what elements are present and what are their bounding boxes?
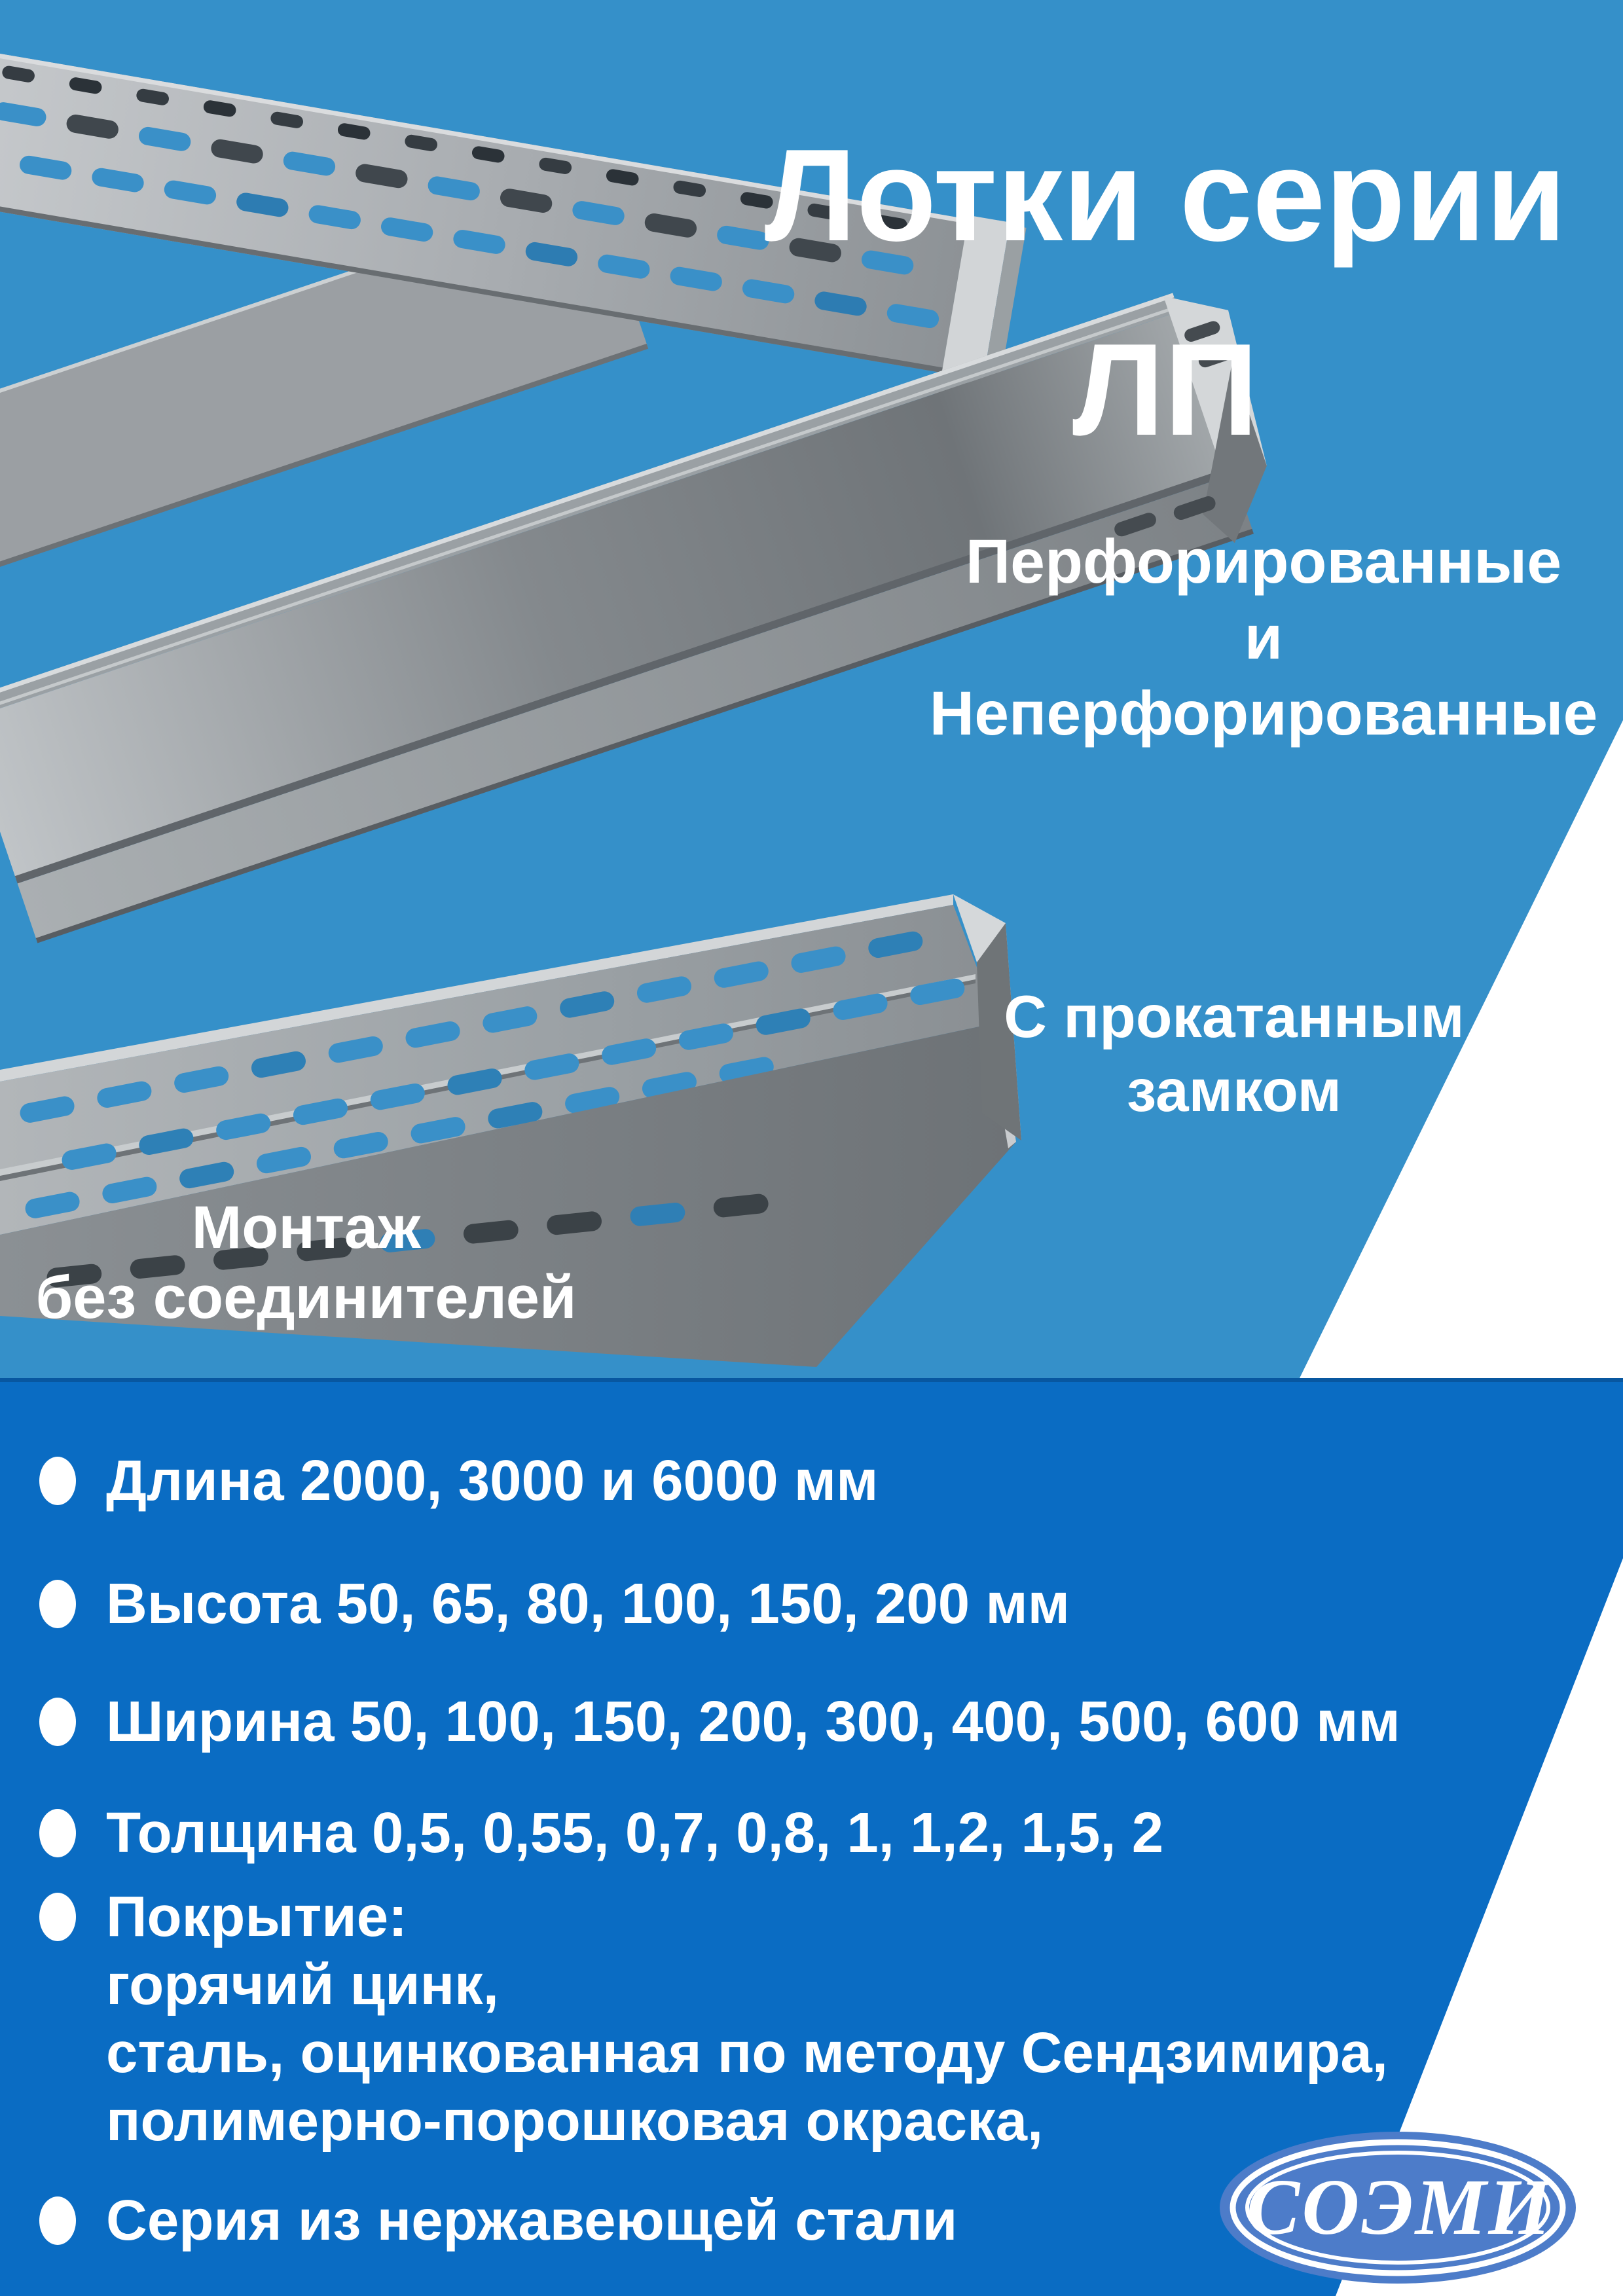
label-mounting bbox=[10, 1193, 602, 1333]
spec-row-coating-powder bbox=[106, 2082, 1043, 2160]
label-mounting-line1: Монтаж bbox=[191, 1194, 421, 1261]
poster-title-line2: ЛП bbox=[1072, 317, 1259, 463]
poster-title bbox=[707, 98, 1623, 487]
spec-row-coating-sendzimir bbox=[106, 2014, 1388, 2092]
spec-text: сталь, оцинкованная по методу Сендзимира, bbox=[106, 2021, 1388, 2085]
spec-text: Покрытие: bbox=[106, 1885, 408, 1948]
spec-text: горячий цинк, bbox=[106, 1953, 499, 2016]
spec-text: полимерно-порошковая окраска, bbox=[106, 2089, 1044, 2153]
spec-text: Толщина 0,5, 0,55, 0,7, 0,8, 1, 1,2, 1,5, 2 bbox=[106, 1801, 1164, 1865]
label-perforated bbox=[917, 524, 1611, 752]
bullet-dot bbox=[39, 2196, 76, 2245]
spec-row-coating-zinc bbox=[106, 1946, 499, 2024]
label-rolled-lock-line1: С прокатанным bbox=[1004, 984, 1465, 1050]
label-rolled-lock-line2: замком bbox=[1126, 1058, 1341, 1124]
soemi-logo-text: СОЭМИ bbox=[1246, 2163, 1553, 2251]
spec-text: Высота 50, 65, 80, 100, 150, 200 мм bbox=[106, 1572, 1070, 1635]
spec-text: Ширина 50, 100, 150, 200, 300, 400, 500, 600 мм bbox=[106, 1690, 1400, 1753]
label-mounting-line2: без соединителей bbox=[35, 1264, 577, 1331]
spec-text: Длина 2000, 3000 и 6000 мм bbox=[106, 1449, 879, 1512]
spec-row-thickness bbox=[39, 1794, 1163, 1872]
label-rolled-lock bbox=[913, 980, 1555, 1128]
section-divider-line bbox=[0, 1378, 1623, 1382]
label-perforated-line2: и bbox=[1244, 603, 1283, 672]
bullet-dot bbox=[39, 1893, 76, 1941]
poster-title-line1: Лотки серии bbox=[764, 122, 1567, 268]
spec-text: Серия из нержавеющей стали bbox=[106, 2189, 958, 2252]
bullet-dot bbox=[39, 1457, 76, 1505]
spec-row-width bbox=[39, 1683, 1400, 1761]
label-perforated-line1: Перфорированные bbox=[965, 527, 1562, 596]
label-perforated-line3: Неперфорированные bbox=[929, 679, 1598, 748]
spec-row-stainless bbox=[39, 2181, 957, 2260]
bullet-dot bbox=[39, 1580, 76, 1628]
bullet-dot bbox=[39, 1809, 76, 1857]
spec-row-coating bbox=[39, 1878, 407, 1956]
spec-row-length bbox=[39, 1442, 879, 1520]
bullet-dot bbox=[39, 1698, 76, 1746]
spec-row-height bbox=[39, 1565, 1070, 1643]
